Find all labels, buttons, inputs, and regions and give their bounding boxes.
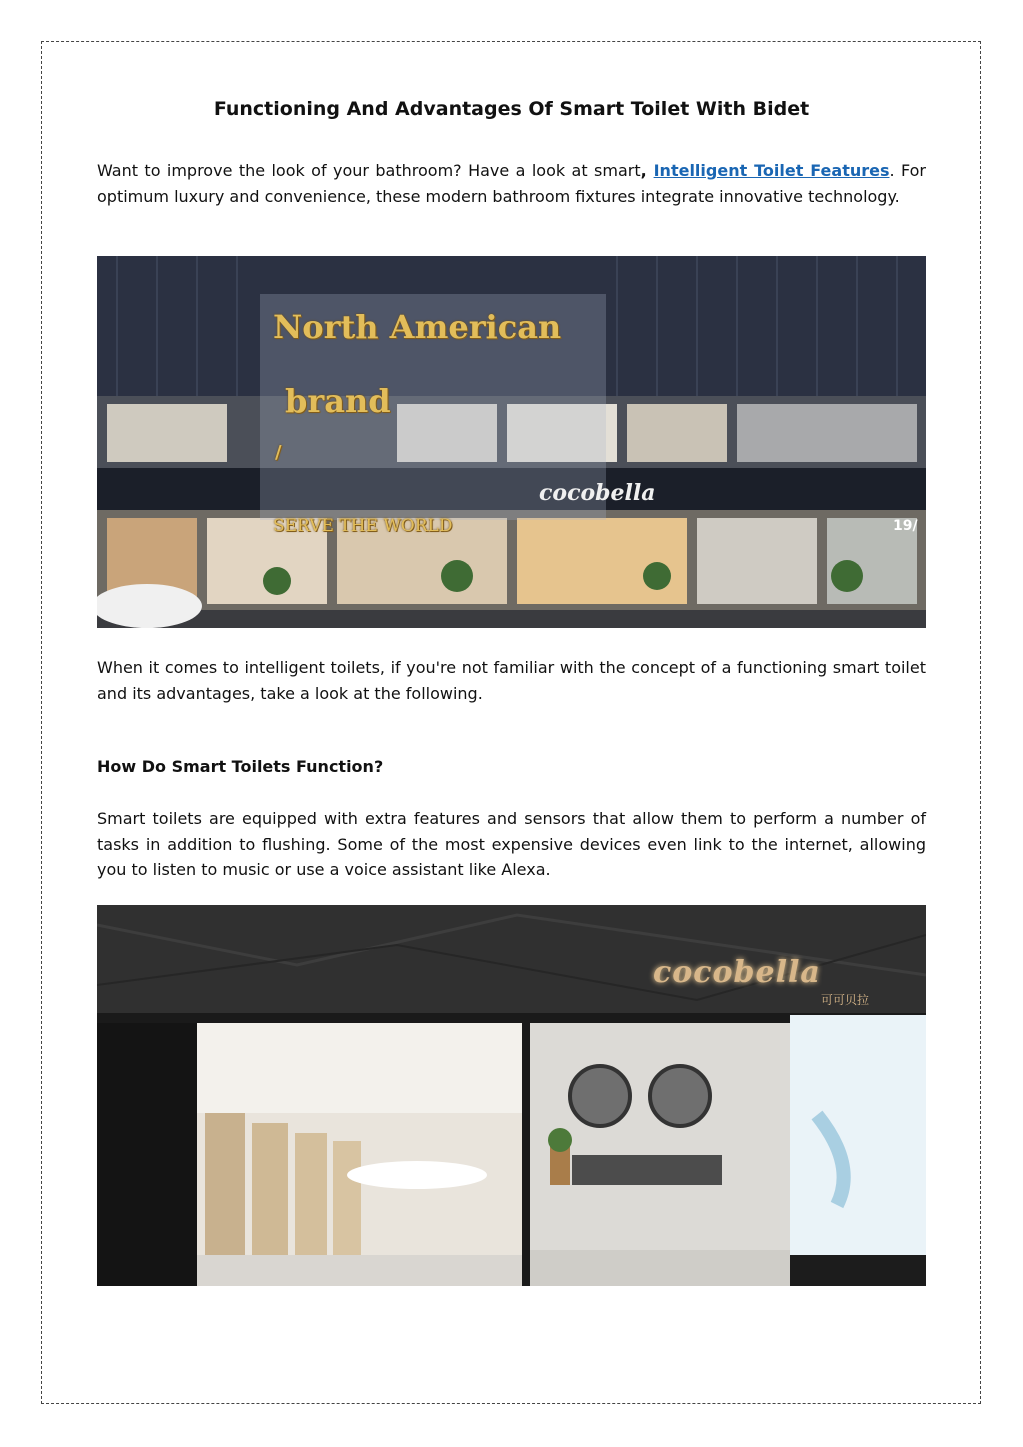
showroom-sign: cocobella <box>653 955 821 990</box>
overlay-tagline: SERVE THE WORLD <box>273 516 453 536</box>
intro-text-rest: . For optimum luxury and convenience, these modern bathroom fixtures integrate innovative technology. <box>97 161 927 206</box>
showroom-sign-sub: 可可贝拉 <box>821 993 870 1007</box>
showroom-photo <box>97 905 926 1286</box>
paragraph-function: Smart toilets are equipped with extra features and sensors that allow them to perform a number of tasks in addition to flushing. Some of the most expensive devices even link to the internet, allowing you to listen to music or use a voice assistant like Alexa. <box>97 809 926 879</box>
floor-number: 19/ <box>893 518 918 534</box>
section-heading: How Do Smart Toilets Function? <box>97 757 384 776</box>
overlay-headline-line2: brand <box>285 382 391 420</box>
storefront-sign: cocobella <box>539 480 656 506</box>
overlay-slash: / <box>275 442 282 463</box>
paragraph-intro-concept: When it comes to intelligent toilets, if you're not familiar with the concept of a functioning smart toilet and its advantages, take a look at the following. <box>97 658 926 703</box>
storefront-photo <box>97 256 926 628</box>
page-title: Functioning And Advantages Of Smart Toilet With Bidet <box>213 98 810 120</box>
intro-paragraph <box>97 158 926 209</box>
intro-comma: , <box>640 161 654 180</box>
overlay-headline-line1: North American <box>273 308 562 346</box>
intro-text: Want to improve the look of your bathroom? Have a look at smart <box>97 161 641 180</box>
intelligent-toilet-features-link[interactable]: Intelligent Toilet Features <box>653 161 890 180</box>
